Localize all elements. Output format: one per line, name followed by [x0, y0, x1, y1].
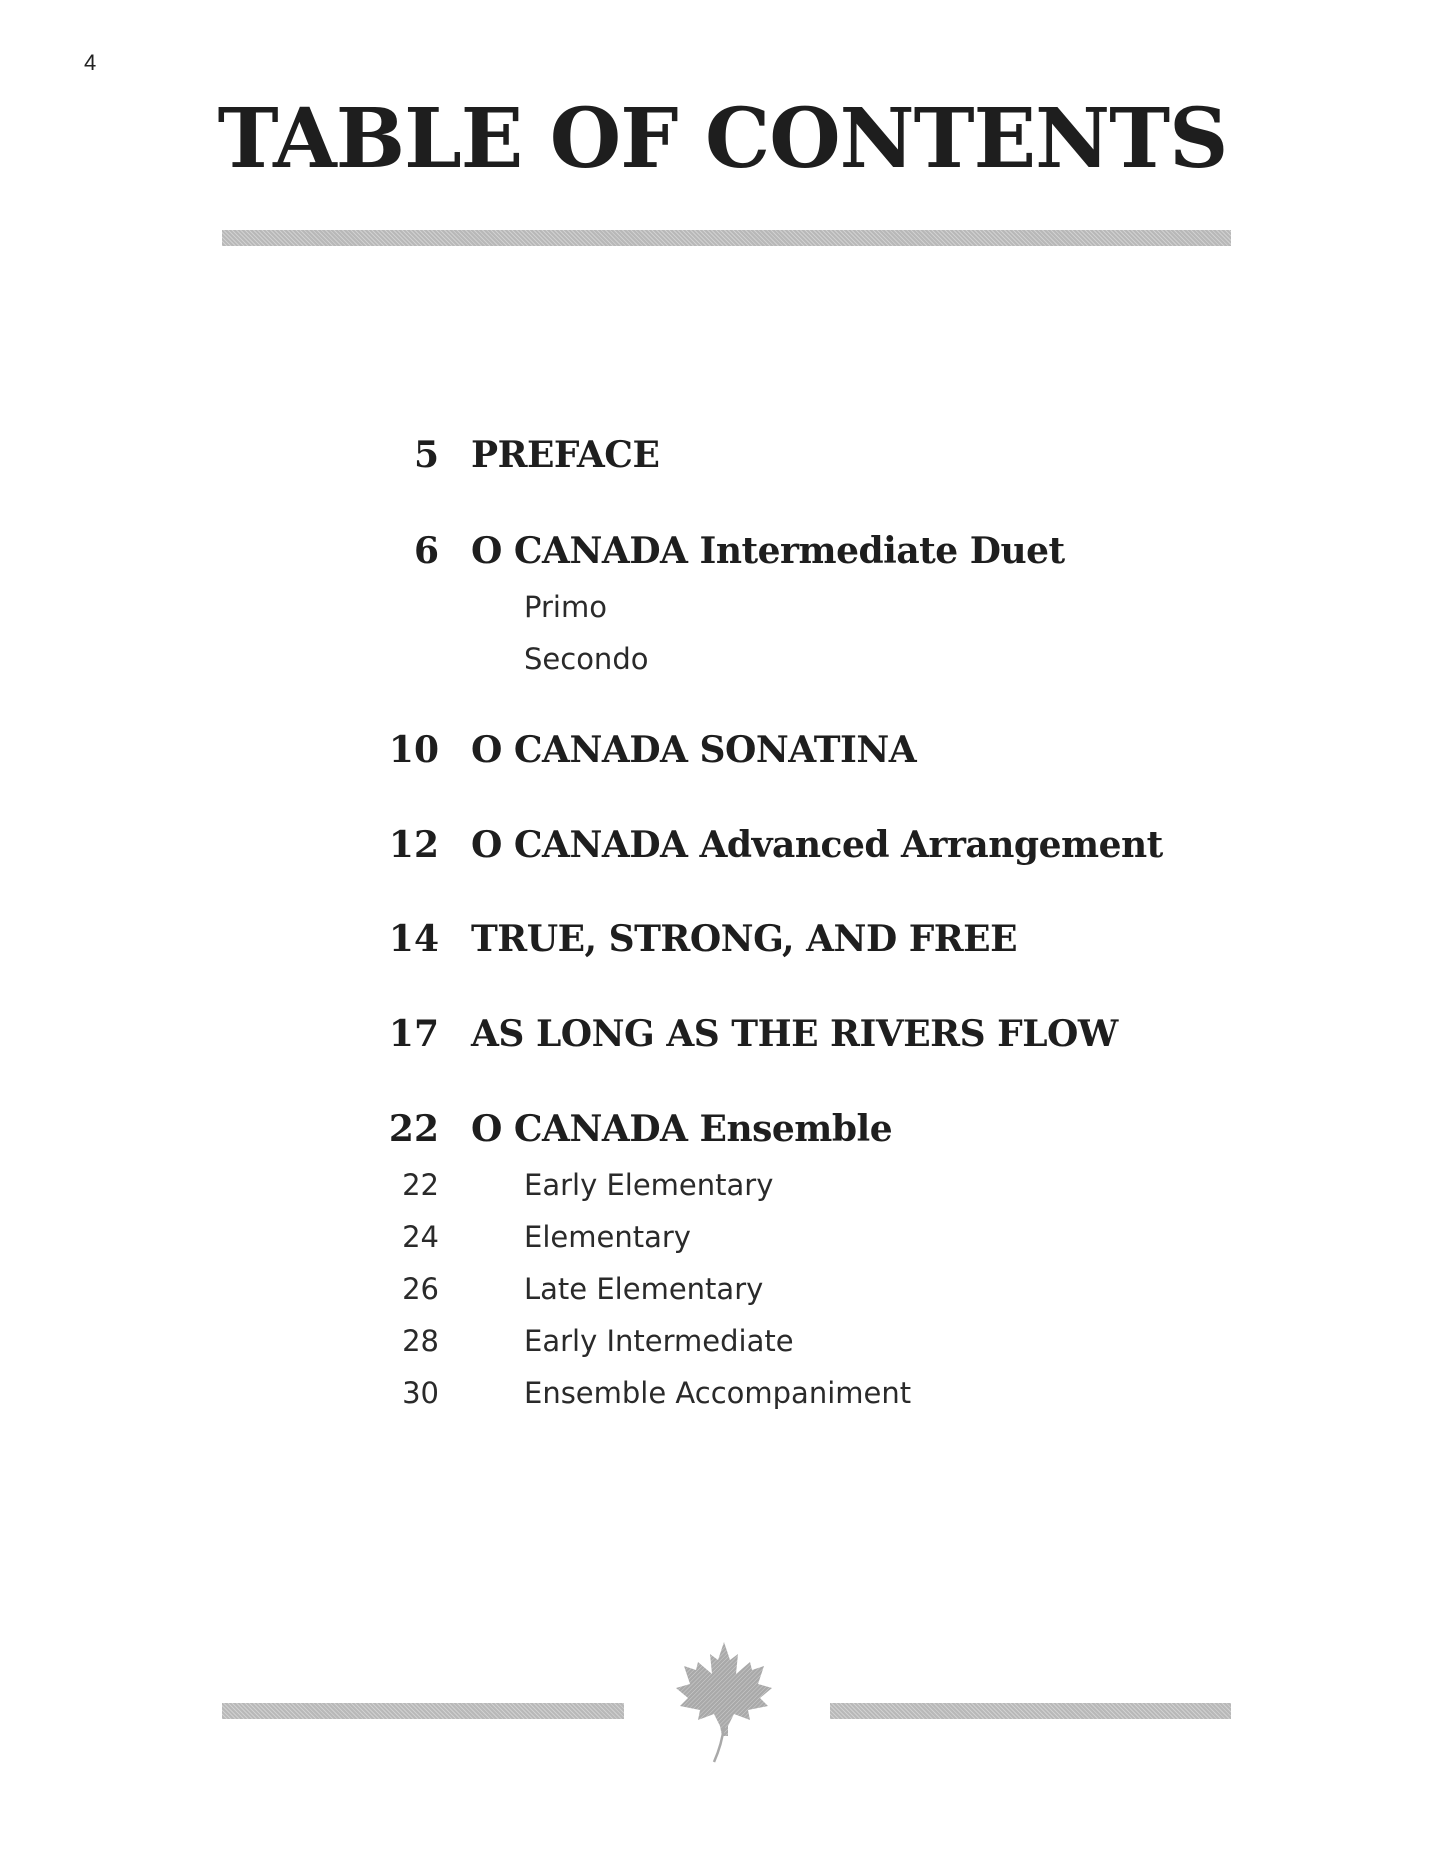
toc-entry-ensemble[interactable] [0, 1108, 1445, 1158]
toc-subitem-title: Ensemble Accompaniment [524, 1376, 912, 1410]
toc-subitem-primo[interactable] [0, 590, 1445, 630]
toc-subitem-page: 28 [402, 1324, 439, 1358]
toc-subitem-title: Early Intermediate [524, 1324, 794, 1358]
footer-divider-left [222, 1703, 624, 1719]
toc-page-number: 17 [388, 1013, 439, 1055]
toc-subitem-page: 30 [402, 1376, 439, 1410]
toc-entry-preface[interactable] [0, 434, 1445, 484]
toc-subitem-page: 22 [402, 1168, 439, 1202]
toc-page-number: 12 [388, 824, 439, 866]
toc-title: AS LONG AS THE RIVERS FLOW [471, 1013, 1118, 1055]
toc-entry-intermediate-duet[interactable] [0, 530, 1445, 580]
toc-subitem-late-elementary[interactable] [0, 1272, 1445, 1312]
page-title: TABLE OF CONTENTS [217, 91, 1228, 187]
toc-title: TRUE, STRONG, AND FREE [471, 918, 1018, 960]
toc-page-number: 5 [413, 434, 439, 476]
page-number: 4 [84, 50, 97, 75]
toc-entry-true-strong-free[interactable] [0, 918, 1445, 968]
toc-title: O CANADA Intermediate Duet [471, 530, 1065, 572]
toc-title: PREFACE [471, 434, 660, 476]
toc-subitem-title: Secondo [524, 642, 649, 676]
toc-entry-advanced-arrangement[interactable] [0, 824, 1445, 874]
toc-page-number: 14 [388, 918, 439, 960]
toc-entry-rivers-flow[interactable] [0, 1013, 1445, 1063]
title-divider [222, 230, 1231, 246]
toc-subitem-title: Late Elementary [524, 1272, 764, 1306]
toc-subitem-secondo[interactable] [0, 642, 1445, 682]
footer-divider-right [830, 1703, 1231, 1719]
toc-page-number: 6 [413, 530, 439, 572]
maple-leaf-icon [662, 1640, 786, 1766]
toc-title: O CANADA Advanced Arrangement [471, 824, 1163, 866]
toc-subitem-ensemble-accompaniment[interactable] [0, 1376, 1445, 1416]
toc-subitem-page: 26 [402, 1272, 439, 1306]
toc-subitem-early-intermediate[interactable] [0, 1324, 1445, 1364]
toc-subitem-elementary[interactable] [0, 1220, 1445, 1260]
toc-entry-sonatina[interactable] [0, 729, 1445, 779]
toc-page-number: 10 [388, 729, 439, 771]
toc-subitem-title: Early Elementary [524, 1168, 774, 1202]
toc-subitem-page: 24 [402, 1220, 439, 1254]
toc-subitem-title: Elementary [524, 1220, 691, 1254]
toc-subitem-title: Primo [524, 590, 607, 624]
toc-subitem-early-elementary[interactable] [0, 1168, 1445, 1208]
toc-title: O CANADA Ensemble [471, 1108, 893, 1150]
toc-title: O CANADA SONATINA [471, 729, 917, 771]
toc-page-number: 22 [388, 1108, 439, 1150]
